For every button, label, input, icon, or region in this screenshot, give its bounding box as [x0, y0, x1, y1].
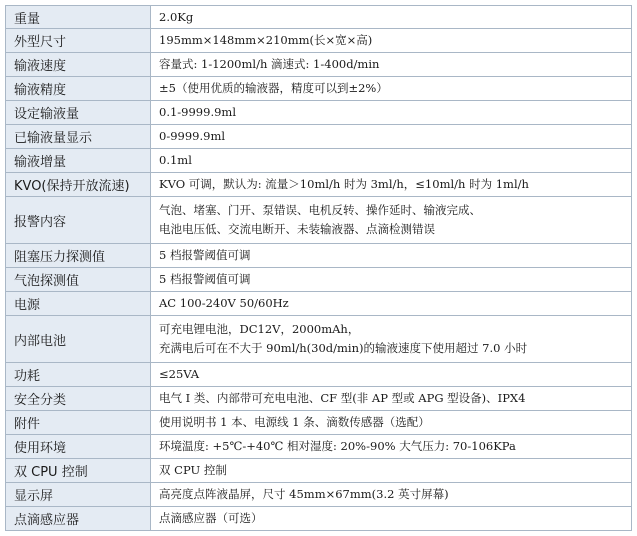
table-row	[6, 53, 632, 77]
table-row	[6, 363, 632, 387]
row-label: 阻塞压力探测值	[6, 244, 151, 268]
row-value	[151, 507, 632, 531]
row-value	[151, 292, 632, 316]
row-label: 双 CPU 控制	[6, 459, 151, 483]
row-label: 已输液量显示	[6, 125, 151, 149]
row-value	[151, 6, 632, 29]
table-row	[6, 6, 632, 29]
table-row	[6, 29, 632, 53]
row-value	[151, 459, 632, 483]
value-line: 双 CPU 控制	[159, 463, 227, 477]
row-label: 附件	[6, 411, 151, 435]
row-value	[151, 316, 632, 363]
value-line: AC 100-240V 50/60Hz	[159, 296, 289, 310]
value-line: 环境温度: +5℃-+40℃ 相对湿度: 20%-90% 大气压力: 70-106KPa	[159, 439, 516, 453]
row-value	[151, 363, 632, 387]
table-row	[6, 149, 632, 173]
table-row	[6, 173, 632, 197]
value-line: 0.1ml	[159, 153, 192, 167]
value-line: ≤25VA	[159, 367, 200, 381]
row-value	[151, 173, 632, 197]
table-row	[6, 387, 632, 411]
value-line: ±5（使用优质的输液器，精度可以到±2%）	[159, 81, 388, 95]
row-label: 输液精度	[6, 77, 151, 101]
row-label: 输液增量	[6, 149, 151, 173]
spec-table	[5, 5, 632, 531]
row-value	[151, 483, 632, 507]
table-row	[6, 101, 632, 125]
value-line: 充满电后可在不大于 90ml/h(30d/min)的输液速度下使用超过 7.0 小时	[159, 341, 528, 355]
row-label: KVO(保持开放流速)	[6, 173, 151, 197]
row-label: 外型尺寸	[6, 29, 151, 53]
row-value	[151, 53, 632, 77]
table-row	[6, 197, 632, 244]
row-value	[151, 101, 632, 125]
table-row	[6, 435, 632, 459]
row-label: 功耗	[6, 363, 151, 387]
value-line: 电池电压低、交流电断开、未装输液器、点滴检测错误	[159, 222, 435, 236]
row-value	[151, 268, 632, 292]
table-row	[6, 125, 632, 149]
row-value	[151, 435, 632, 459]
row-label: 电源	[6, 292, 151, 316]
value-line: 195mm×148mm×210mm(长×宽×高)	[159, 33, 373, 47]
value-line: KVO 可调，默认为: 流量＞10ml/h 时为 3ml/h，≤10ml/h 时为 1ml/h	[159, 177, 529, 191]
table-row	[6, 292, 632, 316]
table-row	[6, 483, 632, 507]
row-value	[151, 149, 632, 173]
value-line: 0.1-9999.9ml	[159, 105, 236, 119]
table-row	[6, 459, 632, 483]
spec-table-container	[5, 5, 632, 531]
row-label: 使用环境	[6, 435, 151, 459]
value-line: 电气 I 类、内部带可充电电池、CF 型(非 AP 型或 APG 型设备)、IPX4	[159, 391, 526, 405]
value-line: 气泡、堵塞、门开、泵错误、电机反转、操作延时、输液完成、	[159, 203, 481, 217]
value-line: 0-9999.9ml	[159, 129, 226, 143]
row-value	[151, 125, 632, 149]
row-label: 显示屏	[6, 483, 151, 507]
row-label: 点滴感应器	[6, 507, 151, 531]
table-row	[6, 411, 632, 435]
row-label: 设定输液量	[6, 101, 151, 125]
value-line: 5 档报警阈值可调	[159, 272, 251, 286]
value-line: 容量式: 1-1200ml/h 滴速式: 1-400d/min	[159, 57, 380, 71]
table-row	[6, 268, 632, 292]
table-row	[6, 77, 632, 101]
row-value	[151, 411, 632, 435]
row-value	[151, 387, 632, 411]
row-label: 安全分类	[6, 387, 151, 411]
row-label: 内部电池	[6, 316, 151, 363]
row-value	[151, 244, 632, 268]
value-line: 高亮度点阵液晶屏，尺寸 45mm×67mm(3.2 英寸屏幕)	[159, 487, 449, 501]
row-label: 输液速度	[6, 53, 151, 77]
row-label: 重量	[6, 6, 151, 29]
value-line: 2.0Kg	[159, 9, 194, 24]
row-value	[151, 77, 632, 101]
value-line: 使用说明书 1 本、电源线 1 条、滴数传感器（选配）	[159, 415, 430, 429]
value-line: 5 档报警阈值可调	[159, 248, 251, 262]
row-value	[151, 197, 632, 244]
row-label: 报警内容	[6, 197, 151, 244]
table-row	[6, 316, 632, 363]
table-row	[6, 507, 632, 531]
table-row	[6, 244, 632, 268]
value-line: 点滴感应器（可选）	[159, 511, 263, 525]
row-label: 气泡探测值	[6, 268, 151, 292]
value-line: 可充电锂电池，DC12V，2000mAh，	[159, 322, 360, 336]
row-value	[151, 29, 632, 53]
